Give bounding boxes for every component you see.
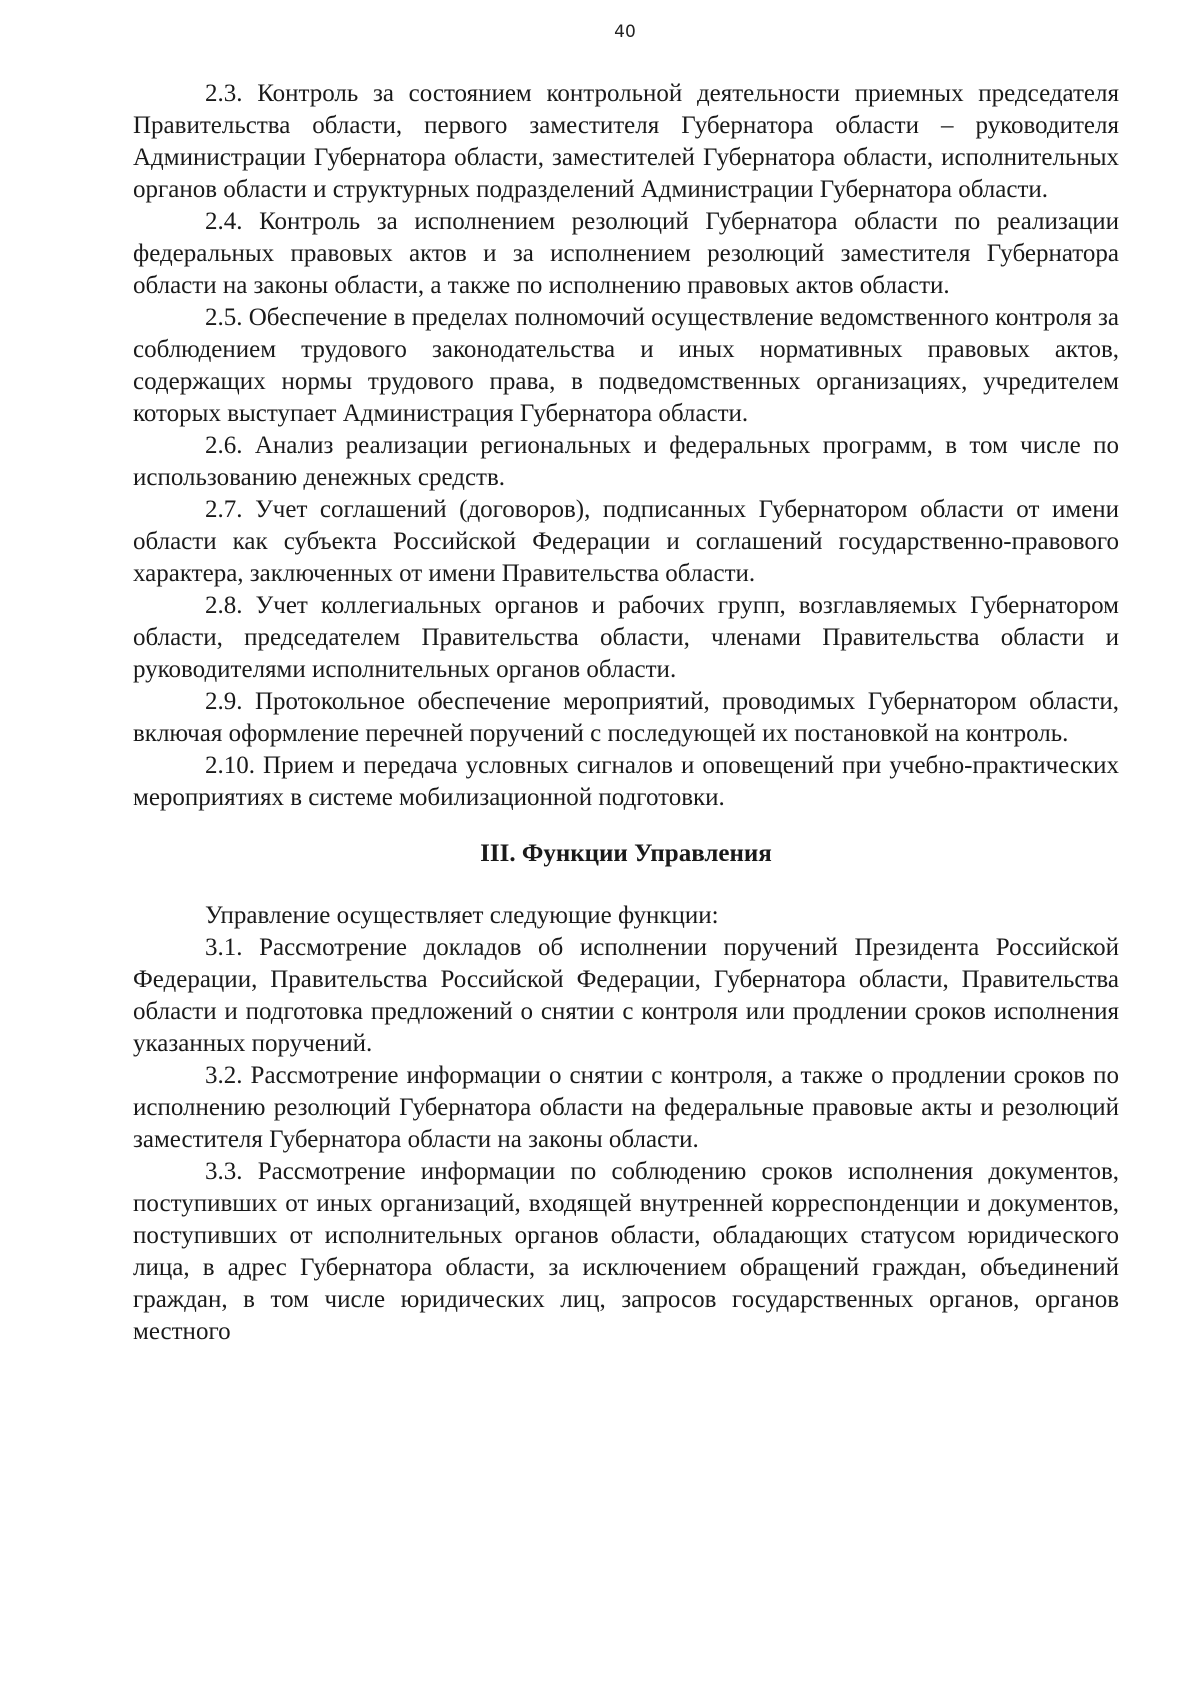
paragraph-2-3: 2.3. Контроль за состоянием контрольной деятельности приемных председателя Правительства области, первого заместителя Губернатора области – руководителя Администрации Губернатора области, заместителей Губернатора области, исполнительных органов области и структурных подразделений Администрации Губернатора области. [133, 80, 1119, 203]
paragraph-2-10: 2.10. Прием и передача условных сигналов и оповещений при учебно-практических мероприятиях в системе мобилизационной подготовки. [133, 752, 1119, 811]
paragraph-2-4: 2.4. Контроль за исполнением резолюций Губернатора области по реализации федеральных правовых актов и за исполнением резолюций заместителя Губернатора области на законы области, а также по исполнению правовых актов области. [133, 208, 1119, 299]
paragraph-2-7: 2.7. Учет соглашений (договоров), подписанных Губернатором области от имени области как субъекта Российской Федерации и соглашений государственно-правового характера, заключенных от имени Правительства области. [133, 496, 1119, 587]
paragraph-3-2: 3.2. Рассмотрение информации о снятии с контроля, а также о продлении сроков по исполнению резолюций Губернатора области на федеральные правовые акты и резолюций заместителя Губернатора области на законы области. [133, 1062, 1119, 1153]
document-body [133, 78, 1119, 1348]
paragraph-3-1: 3.1. Рассмотрение докладов об исполнении поручений Президента Российской Федерации, Правительства Российской Федерации, Губернатора области, Правительства области и подготовка предложений о снятии с контроля или продлении сроков исполнения указанных поручений. [133, 934, 1119, 1057]
paragraph-3-3: 3.3. Рассмотрение информации по соблюдению сроков исполнения документов, поступивших от иных организаций, входящей внутренней корреспонденции и документов, поступивших от исполнительных органов области, обладающих статусом юридического лица, в адрес Губернатора области, за исключением обращений граждан, объединений граждан, в том числе юридических лиц, запросов государственных органов, органов местного [133, 1158, 1119, 1345]
paragraph-2-9: 2.9. Протокольное обеспечение мероприятий, проводимых Губернатором области, включая оформление перечней поручений с последующей их постановкой на контроль. [133, 688, 1119, 747]
section-intro: Управление осуществляет следующие функции: [205, 902, 719, 929]
section-heading: III. Функции Управления [480, 840, 772, 867]
paragraph-2-6: 2.6. Анализ реализации региональных и федеральных программ, в том числе по использованию денежных средств. [133, 432, 1119, 491]
paragraph-2-5: 2.5. Обеспечение в пределах полномочий осуществление ведомственного контроля за соблюдением трудового законодательства и иных нормативных правовых актов, содержащих нормы трудового права, в подведомственных организациях, учредителем которых выступает Администрация Губернатора области. [133, 304, 1119, 427]
page-number: 40 [614, 22, 636, 42]
paragraph-2-8: 2.8. Учет коллегиальных органов и рабочих групп, возглавляемых Губернатором области, председателем Правительства области, членами Правительства области и руководителями исполнительных органов области. [133, 592, 1119, 683]
